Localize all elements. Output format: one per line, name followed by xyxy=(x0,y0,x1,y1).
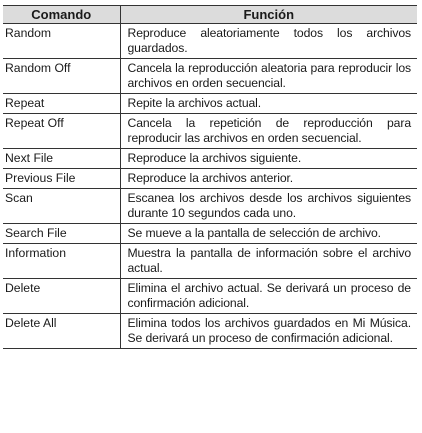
table-row xyxy=(3,244,417,279)
command-name: Previous File xyxy=(3,169,120,189)
command-function: Reproduce la archivos siguiente. xyxy=(120,149,417,169)
command-function: Se mueve a la pantalla de selección de archivo. xyxy=(120,224,417,244)
header-comando: Comando xyxy=(3,6,120,24)
command-name: Next File xyxy=(3,149,120,169)
table-row xyxy=(3,169,417,189)
command-function: Cancela la reproducción aleatoria para reproducir los archivos en orden secuencial. xyxy=(120,59,417,94)
table-row xyxy=(3,59,417,94)
table-row xyxy=(3,279,417,314)
command-name: Repeat Off xyxy=(3,114,120,149)
command-function: Elimina el archivo actual. Se derivará un proceso de confirmación adicional. xyxy=(120,279,417,314)
table-row xyxy=(3,224,417,244)
table-header-row xyxy=(3,6,417,24)
table-row xyxy=(3,24,417,59)
command-name: Repeat xyxy=(3,94,120,114)
command-name: Random Off xyxy=(3,59,120,94)
table-row xyxy=(3,149,417,169)
command-function: Cancela la repetición de reproducción para reproducir las archivos en orden secuencial. xyxy=(120,114,417,149)
table-row xyxy=(3,94,417,114)
table-row xyxy=(3,314,417,349)
command-name: Scan xyxy=(3,189,120,224)
command-name: Random xyxy=(3,24,120,59)
command-name: Delete All xyxy=(3,314,120,349)
command-function: Muestra la pantalla de información sobre el archivo actual. xyxy=(120,244,417,279)
command-name: Information xyxy=(3,244,120,279)
command-name: Search File xyxy=(3,224,120,244)
command-function: Elimina todos los archivos guardados en Mi Música. Se derivará un proceso de confirmación adicional. xyxy=(120,314,417,349)
command-table xyxy=(3,5,417,349)
header-funcion: Función xyxy=(120,6,417,24)
command-function: Escanea los archivos desde los archivos siguientes durante 10 segundos cada uno. xyxy=(120,189,417,224)
command-function: Repite la archivos actual. xyxy=(120,94,417,114)
command-function: Reproduce la archivos anterior. xyxy=(120,169,417,189)
table-row xyxy=(3,189,417,224)
table-row xyxy=(3,114,417,149)
command-name: Delete xyxy=(3,279,120,314)
command-function: Reproduce aleatoriamente todos los archivos guardados. xyxy=(120,24,417,59)
